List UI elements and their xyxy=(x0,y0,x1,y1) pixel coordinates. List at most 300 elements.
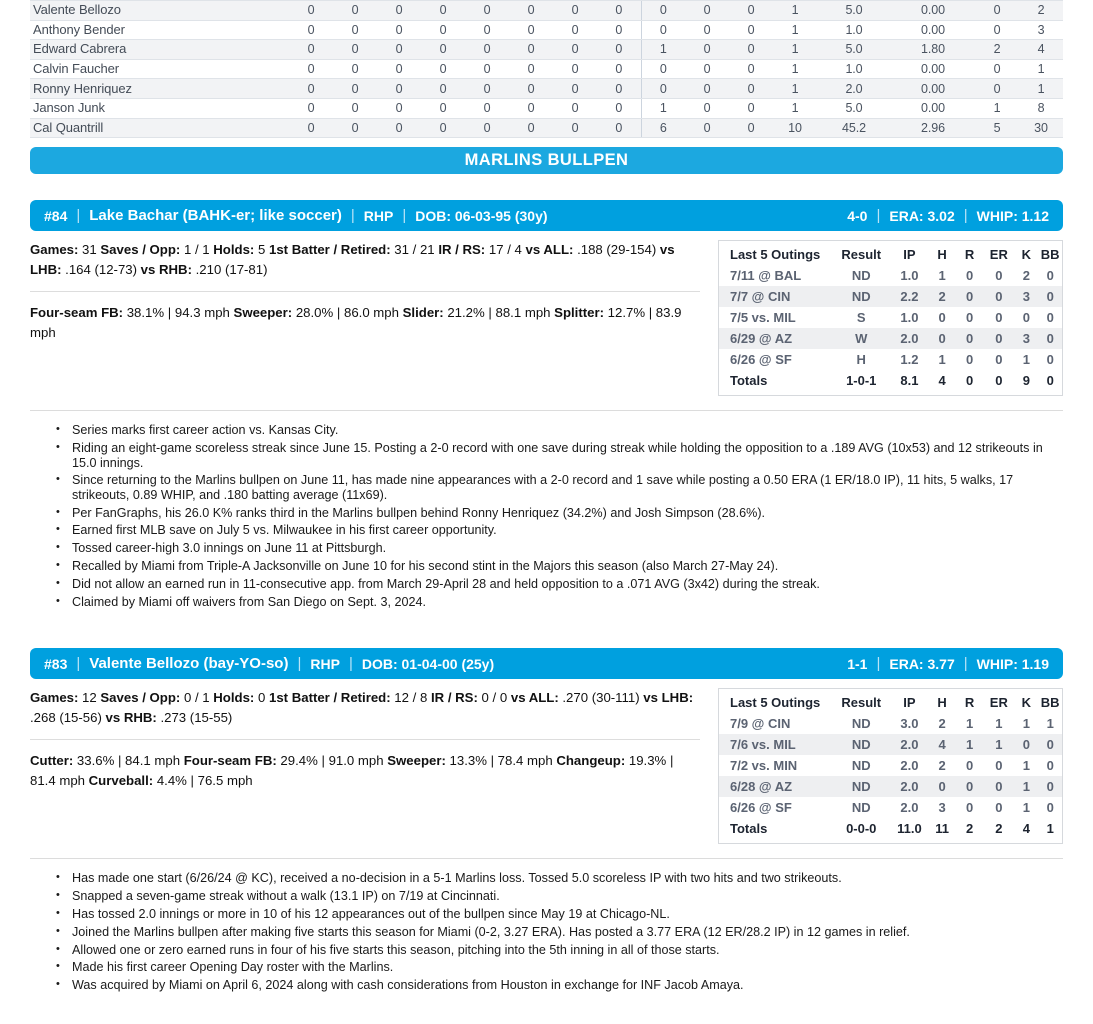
stat-cell: 0 xyxy=(729,118,773,138)
stat-cell: 0 xyxy=(509,118,553,138)
outing-result-cell: ND xyxy=(851,268,871,284)
player-notes-list xyxy=(34,423,1059,609)
outing-date-cell: 7/7 @ CIN xyxy=(730,289,791,305)
outing-bb-cell: 0 xyxy=(1046,331,1054,347)
outing-date-cell: 6/26 @ SF xyxy=(730,800,792,816)
player-name-cell: Edward Cabrera xyxy=(30,40,289,60)
outing-row xyxy=(719,797,1063,818)
stat-cell: 0 xyxy=(509,20,553,40)
stat-cell: 0 xyxy=(597,118,641,138)
outing-row xyxy=(719,713,1063,734)
pitcher-stat-table xyxy=(30,0,1063,138)
player-name-cell: Janson Junk xyxy=(30,98,289,118)
totals-r-cell: 0 xyxy=(965,373,974,389)
outing-k-cell: 1 xyxy=(1022,758,1030,774)
stat-cell: 0 xyxy=(509,40,553,60)
stat-cell: 0 xyxy=(641,1,685,21)
column-header-er: ER xyxy=(989,247,1008,263)
stat-cell: 1 xyxy=(1019,79,1063,99)
outing-k-cell: 1 xyxy=(1022,779,1030,795)
table-row xyxy=(30,98,1063,118)
player-name-cell: Cal Quantrill xyxy=(30,118,289,138)
outing-r-cell: 0 xyxy=(965,779,974,795)
stat-cell: 0.00 xyxy=(891,59,975,79)
player-name: Lake Bachar (BAHK-er; like soccer) xyxy=(89,207,342,225)
outing-date-cell: 6/29 @ AZ xyxy=(730,331,793,347)
stat-cell: 0 xyxy=(289,79,333,99)
spacer xyxy=(0,612,1093,648)
outing-date-cell: 7/2 vs. MIN xyxy=(730,758,798,774)
stat-cell: 10 xyxy=(773,118,817,138)
outing-row xyxy=(719,307,1063,328)
outing-er-cell: 1 xyxy=(995,737,1003,753)
stat-cell: 1 xyxy=(641,40,685,60)
outing-h-cell: 3 xyxy=(938,800,946,816)
outing-h-cell: 2 xyxy=(938,716,946,732)
player-name-cell: Valente Bellozo xyxy=(30,1,289,21)
outing-k-cell: 0 xyxy=(1022,310,1030,326)
outing-er-cell: 0 xyxy=(995,758,1003,774)
stat-cell: 0 xyxy=(333,79,377,99)
stat-cell: 0 xyxy=(377,1,421,21)
outing-h-cell: 0 xyxy=(938,779,946,795)
stat-cell: 0 xyxy=(975,1,1019,21)
stat-cell: 0 xyxy=(465,40,509,60)
divider-pipe: | xyxy=(963,207,968,225)
player-body xyxy=(30,688,1063,844)
table-row xyxy=(30,40,1063,60)
stat-cell: 0 xyxy=(377,20,421,40)
divider-pipe: | xyxy=(876,207,881,225)
stat-cell: 0 xyxy=(421,98,465,118)
stat-cell: 0 xyxy=(377,118,421,138)
totals-ip-cell: 8.1 xyxy=(900,373,919,389)
notes-divider xyxy=(30,410,1063,411)
stat-cell: 1 xyxy=(773,79,817,99)
section-banner-marlins-bullpen: MARLINS BULLPEN xyxy=(30,147,1063,174)
stat-cell: 0 xyxy=(333,20,377,40)
outing-ip-cell: 3.0 xyxy=(900,716,919,732)
totals-bb-cell: 1 xyxy=(1046,821,1054,837)
stat-cell: 0 xyxy=(509,59,553,79)
outing-ip-cell: 1.0 xyxy=(900,310,919,326)
stat-cell: 0 xyxy=(289,98,333,118)
stat-cell: 0 xyxy=(553,20,597,40)
outing-h-cell: 1 xyxy=(938,352,946,368)
outing-date-cell: 7/11 @ BAL xyxy=(730,268,802,284)
stat-cell: 0 xyxy=(289,59,333,79)
table-row xyxy=(30,20,1063,40)
stat-cell: 0 xyxy=(641,20,685,40)
outing-row xyxy=(719,734,1063,755)
stat-cell: 5.0 xyxy=(817,40,891,60)
outing-result-cell: S xyxy=(856,310,866,326)
player-splits-line: Games: 31 Saves / Opp: 1 / 1 Holds: 5 1st Batter / Retired: 31 / 21 IR / RS: 17 / 4 vs ALL: .188 (29-154) vs LHB: .164 (12-73) vs RHB: .210 (17-81) xyxy=(30,242,675,277)
player-block xyxy=(0,648,1093,992)
player-record: 4-0 xyxy=(847,207,868,224)
player-number: #83 xyxy=(44,655,68,672)
stat-cell: 0 xyxy=(421,59,465,79)
outing-r-cell: 1 xyxy=(965,716,974,732)
stat-cell: 0 xyxy=(421,1,465,21)
outing-ip-cell: 1.2 xyxy=(900,352,919,368)
totals-r-cell: 2 xyxy=(965,821,974,837)
outing-row xyxy=(719,286,1063,307)
stat-cell: 6 xyxy=(641,118,685,138)
column-header-r: R xyxy=(964,695,975,711)
divider-pipe: | xyxy=(76,207,81,225)
outing-r-cell: 0 xyxy=(965,352,974,368)
pitcher-stat-table-section xyxy=(0,0,1093,138)
player-name-cell: Ronny Henriquez xyxy=(30,79,289,99)
stat-cell: 0 xyxy=(465,59,509,79)
divider-pipe: | xyxy=(76,655,81,673)
outing-row xyxy=(719,776,1063,797)
stat-cell: 0 xyxy=(553,98,597,118)
outing-er-cell: 0 xyxy=(995,310,1003,326)
table-row xyxy=(30,118,1063,138)
outing-ip-cell: 1.0 xyxy=(900,268,919,284)
column-header-k: K xyxy=(1021,695,1032,711)
stat-cell: 0 xyxy=(729,98,773,118)
stat-cell: 1 xyxy=(773,40,817,60)
outing-bb-cell: 0 xyxy=(1046,289,1054,305)
stat-cell: 0 xyxy=(975,79,1019,99)
player-record: 1-1 xyxy=(847,655,868,672)
outing-h-cell: 0 xyxy=(938,310,946,326)
outing-result-cell: W xyxy=(855,331,868,347)
stat-cell: 0 xyxy=(729,20,773,40)
totals-ip-cell: 11.0 xyxy=(897,821,922,837)
stat-cell: 0 xyxy=(421,20,465,40)
outing-result-cell: ND xyxy=(851,758,871,774)
outing-h-cell: 2 xyxy=(938,758,946,774)
stat-cell: 5 xyxy=(975,118,1019,138)
player-splits-and-pitches xyxy=(30,240,718,342)
stat-cell: 0 xyxy=(685,79,729,99)
stat-cell: 0 xyxy=(597,1,641,21)
stat-cell: 1.0 xyxy=(817,59,891,79)
outing-result-cell: ND xyxy=(851,289,871,305)
outing-row xyxy=(719,755,1063,776)
outing-er-cell: 0 xyxy=(995,331,1003,347)
stat-cell: 0 xyxy=(465,79,509,99)
stat-cell: 0 xyxy=(289,118,333,138)
stat-cell: 1 xyxy=(641,98,685,118)
outing-k-cell: 1 xyxy=(1022,716,1030,732)
outing-r-cell: 0 xyxy=(965,289,974,305)
totals-bb-cell: 0 xyxy=(1046,373,1054,389)
outing-r-cell: 0 xyxy=(965,268,974,284)
player-dob: DOB: 01-04-00 (25y) xyxy=(361,655,495,672)
divider-pipe: | xyxy=(963,655,968,673)
player-pitch-mix-line: Cutter: 33.6% | 84.1 mph Four-seam FB: 29.4% | 91.0 mph Sweeper: 13.3% | 78.4 mph Changeup: 19.3% | 81.4 mph Curveball: 4.4% | 76.5 mph xyxy=(30,753,674,788)
stat-cell: 0 xyxy=(641,59,685,79)
stat-cell: 0 xyxy=(685,98,729,118)
outing-er-cell: 1 xyxy=(995,716,1003,732)
player-whip: WHIP: 1.12 xyxy=(976,207,1049,224)
stat-cell: 5.0 xyxy=(817,98,891,118)
stat-cell: 1 xyxy=(773,59,817,79)
stat-cell: 0 xyxy=(377,98,421,118)
stat-cell: 0 xyxy=(289,1,333,21)
outing-k-cell: 3 xyxy=(1022,331,1030,347)
note-item: • Did not allow an earned run in 11-consecutive app. from March 29-April 28 and held opposition to a .071 AVG (3x42) during the streak. xyxy=(70,577,1059,592)
stat-cell: 0 xyxy=(685,20,729,40)
stat-cell: 0 xyxy=(685,59,729,79)
note-item: • Recalled by Miami from Triple-A Jacksonville on June 10 for his second stint in the Majors this season (also March 27-May 24). xyxy=(70,559,1059,574)
stat-cell: 0 xyxy=(465,1,509,21)
stat-cell: 1.0 xyxy=(817,20,891,40)
stat-cell: 0 xyxy=(509,98,553,118)
outing-r-cell: 0 xyxy=(965,800,974,816)
player-era: ERA: 3.77 xyxy=(889,655,955,672)
player-body xyxy=(30,240,1063,396)
stat-cell: 0 xyxy=(289,40,333,60)
stat-cell: 0 xyxy=(421,79,465,99)
outing-result-cell: H xyxy=(856,352,866,368)
last-5-outings-table xyxy=(718,688,1063,844)
pitcher-stat-table-body xyxy=(30,1,1063,138)
stat-cell: 3 xyxy=(1019,20,1063,40)
stat-cell: 0 xyxy=(685,118,729,138)
players-container xyxy=(0,200,1093,993)
outing-bb-cell: 0 xyxy=(1046,800,1054,816)
section-divider xyxy=(30,739,700,740)
note-item: • Series marks first career action vs. Kansas City. xyxy=(70,423,1059,438)
stat-cell: 2.96 xyxy=(891,118,975,138)
notes-divider xyxy=(30,858,1063,859)
outing-bb-cell: 0 xyxy=(1046,310,1054,326)
last-5-outings-section xyxy=(718,240,1063,396)
stat-cell: 0 xyxy=(729,40,773,60)
note-item: • Allowed one or zero earned runs in four of his five starts this season, pitching into the 5th inning in all of those starts. xyxy=(70,943,1059,958)
totals-result-cell: 0-0-0 xyxy=(846,821,877,837)
section-divider xyxy=(30,291,700,292)
column-header-bb: BB xyxy=(1040,247,1060,263)
stat-cell: 0 xyxy=(333,1,377,21)
totals-h-cell: 11 xyxy=(935,821,949,837)
totals-date-cell: Totals xyxy=(730,373,768,389)
stat-cell: 0 xyxy=(377,79,421,99)
stat-cell: 1 xyxy=(1019,59,1063,79)
player-name-cell: Calvin Faucher xyxy=(30,59,289,79)
stat-cell: 0 xyxy=(421,118,465,138)
note-item: • Per FanGraphs, his 26.0 K% ranks third in the Marlins bullpen behind Ronny Henriquez (34.2%) and Josh Simpson (28.6%). xyxy=(70,506,1059,521)
outings-totals-row xyxy=(719,370,1063,396)
outing-bb-cell: 0 xyxy=(1046,268,1054,284)
outing-date-cell: 6/28 @ AZ xyxy=(730,779,793,795)
stat-cell: 0 xyxy=(553,79,597,99)
last-5-outings-table xyxy=(718,240,1063,396)
stat-cell: 0 xyxy=(729,59,773,79)
note-item: • Snapped a seven-game streak without a walk (13.1 IP) on 7/19 at Cincinnati. xyxy=(70,889,1059,904)
stat-cell: 5.0 xyxy=(817,1,891,21)
outing-k-cell: 2 xyxy=(1022,268,1030,284)
outing-k-cell: 1 xyxy=(1022,352,1030,368)
note-item: • Was acquired by Miami on April 6, 2024 along with cash considerations from Houston in exchange for INF Jacob Amaya. xyxy=(70,978,1059,993)
divider-pipe: | xyxy=(348,655,353,673)
outings-header-row xyxy=(719,689,1063,714)
divider-pipe: | xyxy=(297,655,302,673)
outing-bb-cell: 0 xyxy=(1046,737,1054,753)
stat-cell: 0 xyxy=(553,1,597,21)
player-era: ERA: 3.02 xyxy=(889,207,955,224)
outings-header-row xyxy=(719,241,1063,266)
note-item: • Tossed career-high 3.0 innings on June 11 at Pittsburgh. xyxy=(70,541,1059,556)
totals-er-cell: 2 xyxy=(995,821,1003,837)
column-header-date: Last 5 Outings xyxy=(730,247,821,263)
totals-k-cell: 4 xyxy=(1022,821,1030,837)
stat-cell: 0 xyxy=(975,20,1019,40)
table-row xyxy=(30,79,1063,99)
outing-r-cell: 0 xyxy=(965,758,974,774)
outing-r-cell: 1 xyxy=(965,737,974,753)
player-header-bar xyxy=(30,200,1063,231)
totals-er-cell: 0 xyxy=(995,373,1003,389)
stat-cell: 0 xyxy=(333,40,377,60)
stat-cell: 0 xyxy=(377,59,421,79)
stat-cell: 0 xyxy=(597,79,641,99)
stat-cell: 0 xyxy=(333,98,377,118)
outing-er-cell: 0 xyxy=(995,800,1003,816)
stat-cell: 0 xyxy=(465,20,509,40)
outing-date-cell: 7/6 vs. MIL xyxy=(730,737,796,753)
note-item: • Has tossed 2.0 innings or more in 10 of his 12 appearances out of the bullpen since May 19 at Chicago-NL. xyxy=(70,907,1059,922)
note-item: • Earned first MLB save on July 5 vs. Milwaukee in his first career opportunity. xyxy=(70,523,1059,538)
outing-bb-cell: 1 xyxy=(1046,716,1054,732)
column-header-ip: IP xyxy=(903,695,916,711)
outing-k-cell: 0 xyxy=(1022,737,1030,753)
note-item: • Since returning to the Marlins bullpen on June 11, has made nine appearances with a 2-0 record and 1 save while posting a 0.50 ERA (1 ER/18.0 IP), 11 hits, 5 walks, 17 strikeouts, 0.89 WHIP, and .180 batting average (11x69). xyxy=(70,473,1059,502)
note-item: • Claimed by Miami off waivers from San Diego on Sept. 3, 2024. xyxy=(70,595,1059,610)
column-header-er: ER xyxy=(989,695,1008,711)
player-throwing-hand: RHP xyxy=(363,207,394,224)
player-number: #84 xyxy=(44,207,68,224)
totals-k-cell: 9 xyxy=(1022,373,1030,389)
outing-result-cell: ND xyxy=(851,737,871,753)
outing-bb-cell: 0 xyxy=(1046,758,1054,774)
stat-cell: 0 xyxy=(333,118,377,138)
stat-cell: 0 xyxy=(289,20,333,40)
player-dob: DOB: 06-03-95 (30y) xyxy=(415,207,548,224)
outing-row xyxy=(719,265,1063,286)
stat-cell: 0 xyxy=(465,98,509,118)
outing-k-cell: 1 xyxy=(1022,800,1030,816)
outing-h-cell: 0 xyxy=(938,331,946,347)
stat-cell: 1 xyxy=(773,98,817,118)
outing-ip-cell: 2.0 xyxy=(900,758,919,774)
stat-cell: 45.2 xyxy=(817,118,891,138)
outing-r-cell: 0 xyxy=(965,310,974,326)
outing-ip-cell: 2.0 xyxy=(900,779,919,795)
stat-cell: 0 xyxy=(553,59,597,79)
totals-result-cell: 1-0-1 xyxy=(846,373,877,389)
player-throwing-hand: RHP xyxy=(310,655,340,672)
totals-date-cell: Totals xyxy=(730,821,768,837)
column-header-bb: BB xyxy=(1040,695,1060,711)
stat-cell: 1 xyxy=(773,20,817,40)
column-header-result: Result xyxy=(841,695,882,711)
stat-cell: 0 xyxy=(729,1,773,21)
column-header-result: Result xyxy=(841,247,882,263)
stat-cell: 2 xyxy=(975,40,1019,60)
stat-cell: 0 xyxy=(465,118,509,138)
outing-result-cell: ND xyxy=(851,716,871,732)
note-item: • Joined the Marlins bullpen after making five starts this season for Miami (0-2, 3.27 ERA). Has posted a 3.77 ERA (12 ER/28.2 IP) in 12 games in relief. xyxy=(70,925,1059,940)
stat-cell: 0 xyxy=(597,40,641,60)
outing-date-cell: 7/9 @ CIN xyxy=(730,716,791,732)
outing-er-cell: 0 xyxy=(995,268,1003,284)
outing-ip-cell: 2.2 xyxy=(900,289,919,305)
stat-cell: 4 xyxy=(1019,40,1063,60)
stat-cell: 0.00 xyxy=(891,79,975,99)
stat-cell: 0 xyxy=(975,59,1019,79)
outing-ip-cell: 2.0 xyxy=(900,331,919,347)
player-identity xyxy=(44,207,548,224)
outing-ip-cell: 2.0 xyxy=(900,800,919,816)
outing-er-cell: 0 xyxy=(995,779,1003,795)
stat-cell: 0 xyxy=(641,79,685,99)
outing-bb-cell: 0 xyxy=(1046,352,1054,368)
stat-cell: 0 xyxy=(729,79,773,99)
stat-cell: 1.80 xyxy=(891,40,975,60)
player-splits-line: Games: 12 Saves / Opp: 0 / 1 Holds: 0 1st Batter / Retired: 12 / 8 IR / RS: 0 / 0 vs ALL: .270 (30-111) vs LHB: .268 (15-56) vs RHB: .273 (15-55) xyxy=(30,690,694,725)
stat-cell: 0 xyxy=(377,40,421,60)
stat-cell: 1 xyxy=(773,1,817,21)
table-row xyxy=(30,59,1063,79)
outing-h-cell: 4 xyxy=(938,737,946,753)
player-pitch-mix-line: Four-seam FB: 38.1% | 94.3 mph Sweeper: 28.0% | 86.0 mph Slider: 21.2% | 88.1 mph Splitter: 12.7% | 83.9 mph xyxy=(30,305,682,340)
stat-cell: 0 xyxy=(597,98,641,118)
player-name: Valente Bellozo (bay-YO-so) xyxy=(89,655,289,673)
stat-cell: 0 xyxy=(509,1,553,21)
stat-cell: 2 xyxy=(1019,1,1063,21)
outing-r-cell: 0 xyxy=(965,331,974,347)
stat-cell: 0.00 xyxy=(891,98,975,118)
note-item: • Has made one start (6/26/24 @ KC), received a no-decision in a 5-1 Marlins loss. Tossed 5.0 scoreless IP with two hits and two strikeouts. xyxy=(70,871,1059,886)
stat-cell: 30 xyxy=(1019,118,1063,138)
outing-er-cell: 0 xyxy=(995,352,1003,368)
player-notes-list xyxy=(34,871,1059,992)
column-header-h: H xyxy=(937,695,947,711)
outing-h-cell: 1 xyxy=(938,268,946,284)
divider-pipe: | xyxy=(402,207,407,225)
stat-cell: 0 xyxy=(333,59,377,79)
totals-h-cell: 4 xyxy=(938,373,946,389)
column-header-ip: IP xyxy=(903,247,916,263)
player-season-stats xyxy=(847,207,1049,224)
outing-row xyxy=(719,328,1063,349)
stat-cell: 0 xyxy=(597,20,641,40)
player-splits-and-pitches xyxy=(30,688,718,790)
outing-result-cell: ND xyxy=(851,779,871,795)
outing-row xyxy=(719,349,1063,370)
player-header-bar xyxy=(30,648,1063,679)
outing-result-cell: ND xyxy=(851,800,871,816)
stat-cell: 0 xyxy=(685,40,729,60)
note-item: • Made his first career Opening Day roster with the Marlins. xyxy=(70,960,1059,975)
stat-cell: 0 xyxy=(509,79,553,99)
outing-h-cell: 2 xyxy=(938,289,946,305)
outings-totals-row xyxy=(719,818,1063,844)
divider-pipe: | xyxy=(350,207,355,225)
player-season-stats xyxy=(847,655,1049,672)
stat-cell: 0 xyxy=(553,118,597,138)
column-header-date: Last 5 Outings xyxy=(730,695,821,711)
stat-cell: 0 xyxy=(421,40,465,60)
stat-cell: 1 xyxy=(975,98,1019,118)
